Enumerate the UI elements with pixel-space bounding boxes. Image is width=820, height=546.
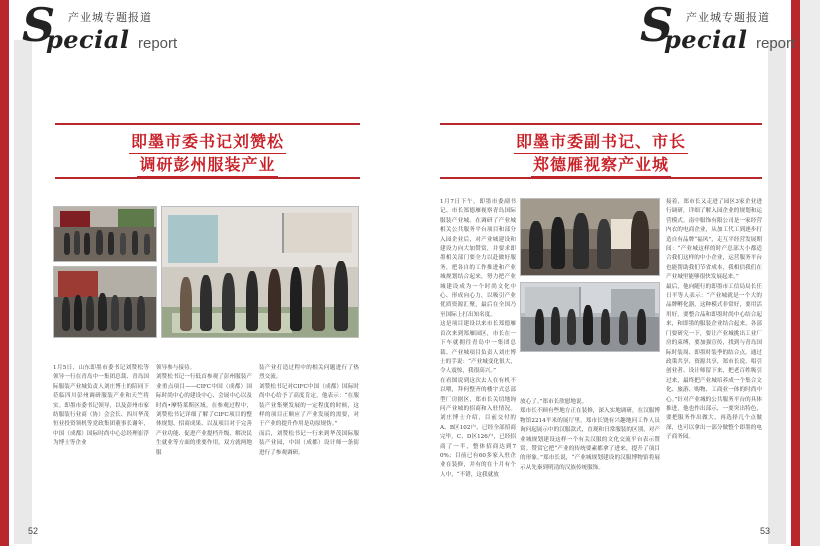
header-report-word: report [138, 35, 178, 52]
right-photo-viewing [520, 198, 660, 276]
right-article-title [440, 123, 762, 179]
right-article-col1: 1月7日下午，即墨市委副书记、市长郑德雁视察青岛国际服装产业城。在调研了产业城相关公共服务平台项目和部分入园企业后，对产业城建设和建设力向大加赞赏，并要求即墨相关部门要全力以赴做好服务，把各自的工作推进和产业城规划结合起来，努力把产业城建设成为一个时尚文化中心、形成向心力，以吸引产业优质资源汇聚，最后在全国乃至国际上打出知名度。 这是项目建设以来市长郑德雁首次来到郑雁园区，市长在一下车就拥往青岛中一集团总裁、产业城项目负责人刘庄博士的手说：“产业城变化很大，令人震惊，我很高兴。” 在看图说到这次去人在有机不以喂，拜何整齐的楼宇式总部型厂房据区，郑市长关切地询问产业城的招商和入驻情况。刘庄博士介绍，目前交付的A、B区102户，已经全部招商完毕，C、D区126户，已经招商了一半，整体招商达到70%；目前已有60多家入驻企业在装修，并有的在十月有个人中，“不错，这我就放 [440, 199, 516, 478]
right-title-line1: 即墨市委副书记、市长 [514, 131, 688, 154]
left-photo-group [53, 266, 157, 338]
left-gray-band [14, 40, 32, 544]
header-series-label: 产业城专题报道 [686, 11, 770, 24]
right-page [400, 0, 800, 546]
right-header-logo [640, 0, 820, 62]
right-article-col3: 接着，郑市长又走进了园区3家企业进行调研，详细了解入园企业的规划和运营模式。南中服饰有限公司是一家经营内衣的电商企业，从加工代工到逐步打造自有品牌“福风”，走互平经营发展期间：“产业城这样的时产总部大小都适合我们这样的中小企业，运营服务平台也能帮助我们节省成本，我相信我们在产业城里能够很快发展起来。” 最后，他向随行的即墨市工信局局长任日平等人表示：“产业城就是一个大的品牌孵化器，这种模式非常好，要用活用好，要整合品和即墨时尚中心结合起来，和即墨的服装企业结合起来，各部门要研究一下，要让产业城挑出工业厂房的束缚，要加强宣传，找到与青岛国际时装周、即墨时装季的结合点，通过政策共享、资源共享，郑市长说，唱引创业者、设计师留下来，把老百姓吸引过来，最终把产业城培养成一个集合文化、旅游、购物、工商业一体的时尚中心。”针对产业城的公共服务平台的具体推进，他也作出部示，一要突出特色，要把服务作出做大，再选择几个点做深，也可以拿出一部分做整个即墨的电子商务园。 [666, 199, 762, 441]
left-article-col2: 领导参与接待。 刘赞松书记一行低首参观了彭州服装产业重点项目——CIFC中国（成都）国际时尚中心的建设中心，会展中心以及时尚•摩特莱斯区域。在参观过程中，刘赞松书记详细了解了CIFC项目的整体规划、招商成果、以及项目对于完善产业功能、促进产业提档升级、解决民生就业等方面的重要作用，双方就两地服 [156, 365, 252, 456]
right-article-col2: 放心了。”郑市长欣慰地说。 郑市长不顾有些地方正在装修，深入实地调研，在汉服博物馆2214平米的展厅里，郑市长饶有兴趣地问工作人员询问起展示中的汉服款式，直观和日常服装的区别，对产业城规划建设这样一个有关汉服的文化交流平台表示赞赏。赞赏它把“产业的传统要素都拿了进来，提升了项目的形象。”郑市长说，“产业城规划建设的汉服博物馆将展示从先秦到明清的汉族传统服饰。 [520, 399, 660, 471]
right-photo-outdoor [520, 282, 660, 352]
left-article-title [55, 123, 360, 179]
left-article-col1: 1月5日，山东即墨市委书记刘赞松等领导一行在青岛中一集团总裁、青岛国际服装产业城负责人刘庄博士的陪同下莅临四川彭州调研服装产业和天竺将实。即墨市委书记领导，以及彭州市家纺服装行业商（协）会会长、四川华茂恒业投资领机等党政集团董事长谢年，中国（成都）国际时尚中心总经理崔浮为博士等企业 [53, 365, 149, 447]
left-header-logo [22, 0, 202, 62]
left-page-number: 52 [28, 526, 39, 536]
left-article-col3: 装产业打造过程中的相关问题进行了热烈交流。 刘赞松书记对CIFC中国（成都）国际时尚中心给予了高度肯定，他表示：“在服装产业集聚发展的一定程度的时候，这样的项目正顺应了产业发展的需要，对于产业的提升作用是功原规伪。” 而后，刘赞松书记一行来到华茂国际服装产业园，中国（成都）设计师一条街进行了参观调研。 [259, 365, 359, 456]
header-big-s: S [22, 0, 56, 52]
header-special-word: pecial [46, 25, 130, 54]
right-page-number: 53 [759, 526, 770, 536]
header-special-word: pecial [664, 25, 748, 54]
right-title-line2: 郑德雁视察产业城 [531, 154, 671, 177]
left-title-line2: 调研彭州服装产业 [137, 154, 277, 177]
left-edge-bar [0, 0, 9, 546]
header-series-label: 产业城专题报道 [68, 11, 152, 24]
left-photo-street [53, 206, 157, 262]
left-photo-model-viewing [161, 206, 359, 338]
left-page [0, 0, 400, 546]
header-big-s: S [640, 0, 674, 52]
right-edge-bar [791, 0, 800, 546]
left-title-line1: 即墨市委书记刘赞松 [129, 131, 286, 154]
header-report-word: report [756, 35, 796, 52]
right-gray-band [768, 40, 786, 544]
